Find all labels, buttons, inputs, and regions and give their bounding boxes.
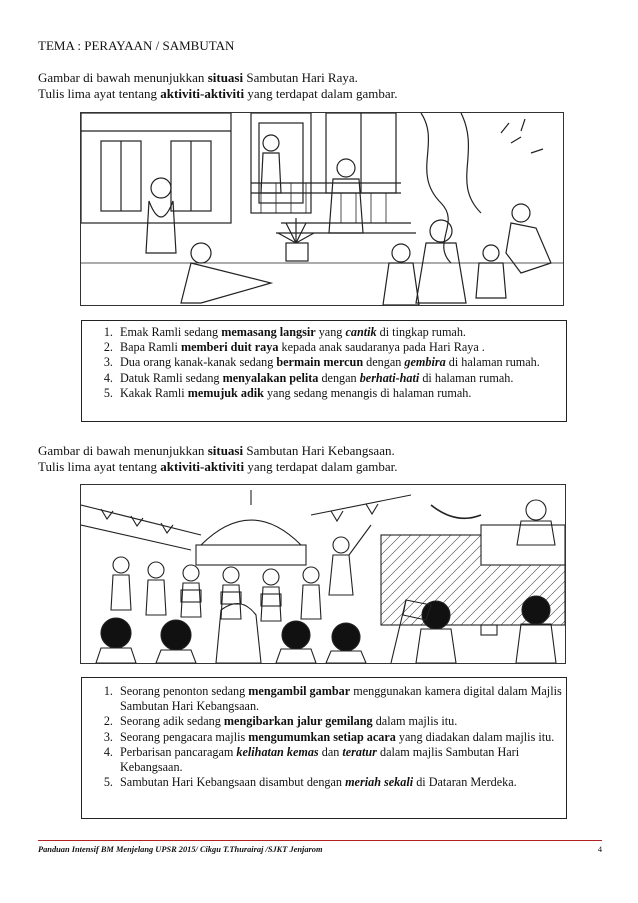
s1-l2-b: aktiviti-aktiviti xyxy=(160,86,245,101)
answer-run: di Dataran Merdeka. xyxy=(413,775,517,790)
answer-run: mengambil gambar xyxy=(248,684,351,698)
answer-run: Emak Ramli sedang xyxy=(120,325,222,339)
answer-run: Kakak Ramli xyxy=(120,385,188,400)
answer-item xyxy=(116,340,566,355)
answer-run: Seorang adik sedang xyxy=(120,714,224,729)
answer-item xyxy=(116,355,566,370)
answer-run: bermain mercun xyxy=(276,355,364,370)
answer-run: berhati-hati xyxy=(359,370,420,385)
section1-line1 xyxy=(38,70,398,86)
answer-run: menggunakan kamera digital dalam Majlis Sambutan Hari Kebangsaan. xyxy=(120,684,562,714)
answer-run: kepada anak saudaranya pada Hari Raya . xyxy=(278,340,485,355)
answer-run: Datuk Ramli sedang xyxy=(120,370,223,385)
s1-l2-a: Tulis lima ayat tentang xyxy=(38,86,161,101)
s2-l1-b: situasi xyxy=(207,443,244,458)
answer-run: dengan xyxy=(363,355,405,370)
hari-raya-drawing xyxy=(81,113,563,305)
answer-run: Perbarisan pancaragam xyxy=(120,744,237,759)
answer-run: Bapa Ramli xyxy=(120,340,181,355)
s2-l1-a: Gambar di bawah menunjukkan xyxy=(38,443,208,458)
answer-run: di halaman rumah. xyxy=(445,355,540,370)
section2-instructions xyxy=(38,443,398,475)
answer-item xyxy=(116,386,566,401)
answer-run: memasang langsir xyxy=(221,325,316,339)
answer-run: memujuk adik xyxy=(187,385,264,400)
answer-run: teratur xyxy=(342,744,377,759)
s2-l1-c: Sambutan Hari Kebangsaan. xyxy=(243,443,395,458)
answer-run: cantik xyxy=(345,325,377,339)
section1-answers-box xyxy=(81,320,567,422)
s2-l2-a: Tulis lima ayat tentang xyxy=(38,459,161,474)
answer-run: mengibarkan jalur gemilang xyxy=(223,714,373,729)
section1-line2 xyxy=(38,86,398,102)
answer-run: dan xyxy=(318,744,343,759)
answer-run: dalam majlis Sambutan Hari Kebangsaan. xyxy=(120,744,520,775)
page-number: 4 xyxy=(597,845,602,854)
hari-raya-illustration xyxy=(80,112,564,306)
answer-item xyxy=(116,371,566,386)
hari-kebangsaan-illustration xyxy=(80,484,566,664)
s1-l1-a: Gambar di bawah menunjukkan xyxy=(38,70,208,85)
answer-run: kelihatan kemas xyxy=(236,744,319,759)
s2-l2-b: aktiviti-aktiviti xyxy=(160,459,245,474)
answer-run: di halaman rumah. xyxy=(419,370,514,385)
answer-run: meriah sekali xyxy=(345,775,414,790)
section2-answers-box xyxy=(81,677,567,819)
answer-run: di tingkap rumah. xyxy=(376,325,466,339)
page-title: TEMA : PERAYAAN / SAMBUTAN xyxy=(38,38,235,53)
answer-run: mengumumkan setiap acara xyxy=(248,729,396,744)
answer-item xyxy=(116,684,566,714)
footer-text: Panduan Intensif BM Menjelang UPSR 2015/ Cikgu T.Thurairaj /SJKT Jenjarom xyxy=(38,845,323,854)
answer-item xyxy=(116,714,566,729)
s1-l1-b: situasi xyxy=(207,70,244,85)
hari-kebangsaan-drawing xyxy=(81,485,565,663)
answer-run: dalam majlis itu. xyxy=(372,714,458,729)
answer-run: yang xyxy=(315,325,346,339)
answer-run: yang sedang menangis di halaman rumah. xyxy=(263,385,472,400)
answer-item xyxy=(116,745,566,775)
answer-run: memberi duit raya xyxy=(180,340,279,355)
answer-item xyxy=(116,325,566,340)
answer-run: Seorang penonton sedang xyxy=(120,684,249,698)
answer-run: Dua orang kanak-kanak sedang xyxy=(120,355,277,370)
section1-answers-list xyxy=(82,325,566,401)
answer-item xyxy=(116,730,566,745)
section2-answers-list xyxy=(82,684,566,790)
answer-run: menyalakan pelita xyxy=(222,370,319,385)
s2-l2-c: yang terdapat dalam gambar. xyxy=(244,459,398,474)
answer-run: Seorang pengacara majlis xyxy=(120,729,249,744)
answer-run: gembira xyxy=(404,355,446,370)
s1-l2-c: yang terdapat dalam gambar. xyxy=(244,86,398,101)
answer-run: yang diadakan dalam majlis itu. xyxy=(395,729,555,744)
section2-line2 xyxy=(38,459,398,475)
section2-line1 xyxy=(38,443,398,459)
section1-instructions xyxy=(38,70,398,102)
answer-run: dengan xyxy=(318,370,360,385)
answer-item xyxy=(116,775,566,790)
page-footer xyxy=(38,840,602,854)
s1-l1-c: Sambutan Hari Raya. xyxy=(243,70,358,85)
answer-run: Sambutan Hari Kebangsaan disambut dengan xyxy=(120,775,346,790)
